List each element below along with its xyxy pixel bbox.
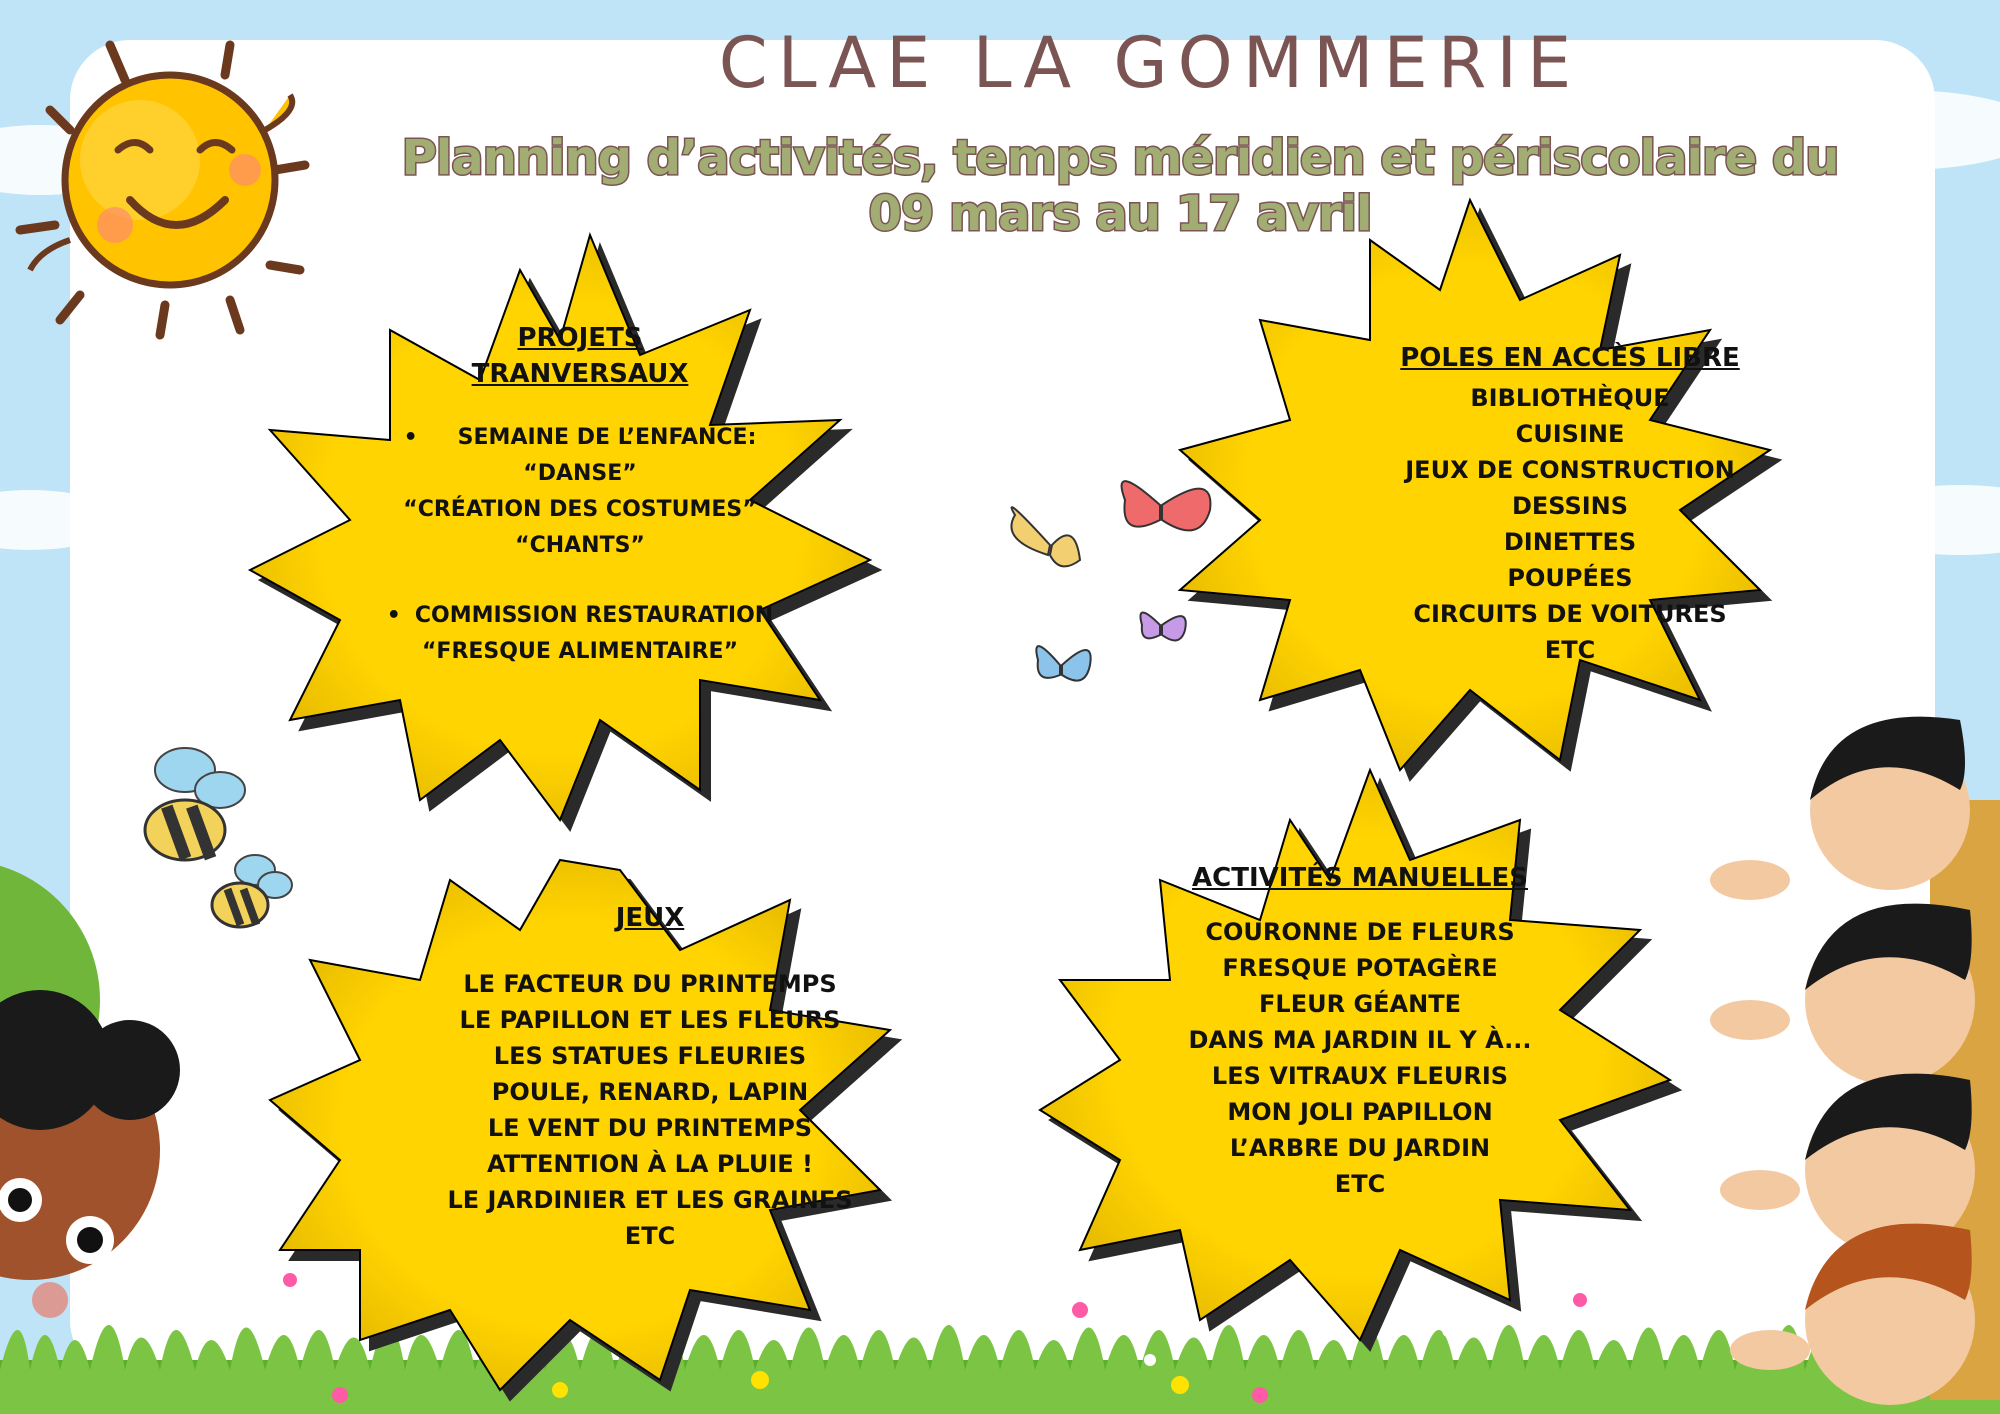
- manuelles-item: FRESQUE POTAGÈRE: [1222, 954, 1498, 982]
- poles-item: ETC: [1544, 636, 1596, 664]
- poles-heading: POLES EN ACCÈS LIBRE: [1400, 343, 1740, 373]
- bullet-icon: •: [403, 425, 418, 450]
- poles-item: CIRCUITS DE VOITURES: [1413, 600, 1727, 628]
- projets-bullet-1-label: SEMAINE DE L’ENFANCE:: [457, 425, 757, 450]
- poles-item: DINETTES: [1503, 528, 1637, 556]
- projets-bullet-1-item: “CHANTS”: [515, 533, 645, 558]
- jeux-item: LE JARDINIER ET LES GRAINES: [447, 1186, 853, 1214]
- jeux-item: ATTENTION À LA PLUIE !: [487, 1150, 813, 1178]
- jeux-item: LE VENT DU PRINTEMPS: [487, 1114, 813, 1142]
- bullet-icon: •: [386, 603, 401, 628]
- page-title: CLAE LA GOMMERIE: [718, 22, 1582, 104]
- poles-item: JEUX DE CONSTRUCTION: [1405, 456, 1735, 484]
- page-subtitle: [300, 130, 1940, 242]
- projets-bullet-1: [370, 420, 790, 456]
- poles-item: DESSINS: [1511, 492, 1629, 520]
- jeux-item: ETC: [624, 1222, 676, 1250]
- subtitle-line-2: 09 mars au 17 avril: [868, 186, 1372, 242]
- manuelles-item: COURONNE DE FLEURS: [1205, 918, 1515, 946]
- projets-heading-2: TRANVERSAUX: [471, 359, 689, 389]
- manuelles-block: [1150, 860, 1570, 1202]
- jeux-heading: JEUX: [615, 903, 685, 933]
- manuelles-item: DANS MA JARDIN IL Y À...: [1188, 1026, 1532, 1054]
- jeux-item: LE FACTEUR DU PRINTEMPS: [463, 970, 837, 998]
- jeux-item: LE PAPILLON ET LES FLEURS: [459, 1006, 841, 1034]
- poles-item: BIBLIOTHÈQUE: [1470, 384, 1670, 412]
- projets-block: [370, 320, 790, 670]
- projets-bullet-1-item: “CRÉATION DES COSTUMES”: [403, 497, 757, 522]
- jeux-block: [420, 900, 880, 1254]
- subtitle-line-1: Planning d’activités, temps méridien et périscolaire du: [401, 130, 1839, 186]
- poles-item: POUPÉES: [1507, 564, 1633, 592]
- poles-item: CUISINE: [1515, 420, 1625, 448]
- poles-block: [1370, 340, 1770, 668]
- manuelles-item: FLEUR GÉANTE: [1259, 990, 1461, 1018]
- projets-bullet-2-item: “FRESQUE ALIMENTAIRE”: [421, 639, 739, 664]
- manuelles-item: MON JOLI PAPILLON: [1227, 1098, 1493, 1126]
- manuelles-item: ETC: [1334, 1170, 1386, 1198]
- projets-heading-1: PROJETS: [517, 323, 643, 353]
- projets-bullet-2-label: COMMISSION RESTAURATION: [414, 603, 774, 628]
- manuelles-item: LES VITRAUX FLEURIS: [1211, 1062, 1509, 1090]
- projets-bullet-2: [370, 598, 790, 634]
- jeux-item: POULE, RENARD, LAPIN: [491, 1078, 809, 1106]
- projets-bullet-1-item: “DANSE”: [523, 461, 637, 486]
- manuelles-item: L’ARBRE DU JARDIN: [1229, 1134, 1491, 1162]
- manuelles-heading: ACTIVITÉS MANUELLES: [1192, 863, 1528, 893]
- jeux-item: LES STATUES FLEURIES: [493, 1042, 807, 1070]
